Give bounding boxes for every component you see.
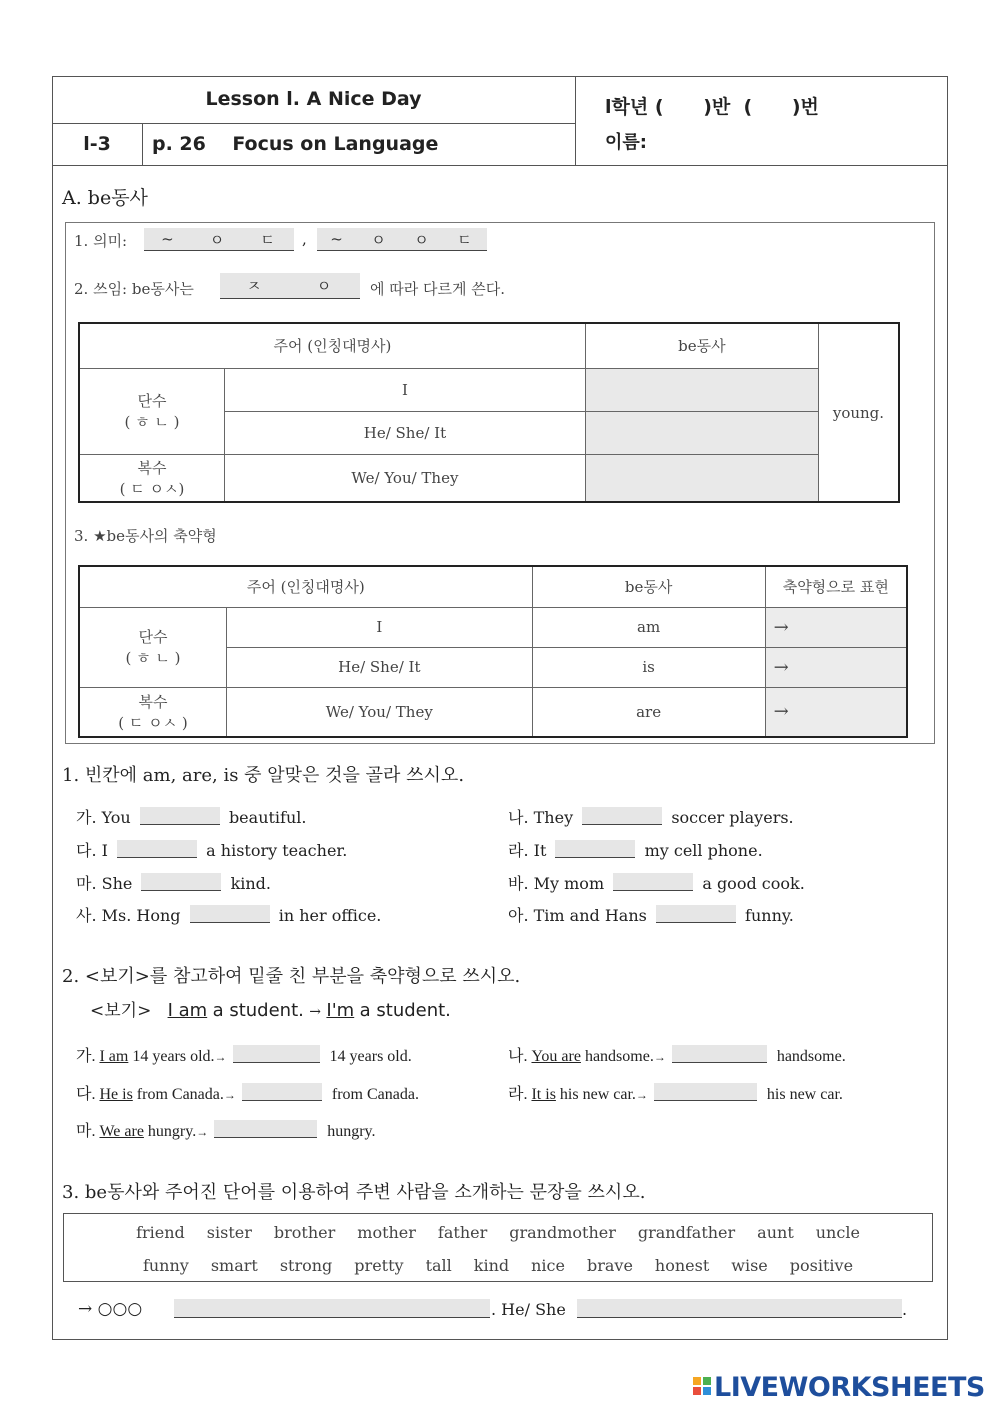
q3-answer-end: . — [902, 1300, 908, 1319]
q3-answer-mid: . He/ She — [491, 1300, 566, 1319]
q1-item-sa — [76, 903, 381, 926]
name-label: 이름: — [605, 132, 647, 153]
singular-hint: ( ㅎ ㄴ ) — [124, 413, 180, 431]
header-divider — [52, 123, 575, 124]
col-subject-header: 주어 (인칭대명사) — [79, 323, 585, 368]
subject-we: We/ You/ They — [225, 454, 586, 502]
col-be-header: be동사 — [532, 566, 765, 607]
usage-input[interactable] — [220, 273, 360, 299]
q1-pre: 가. You — [76, 808, 131, 827]
col-contraction-header: 축약형으로 표현 — [765, 566, 907, 607]
word-chip: kind — [473, 1256, 510, 1275]
word-chip: tall — [425, 1256, 452, 1275]
q2-post: from Canada. — [331, 1086, 419, 1103]
word-chip: honest — [654, 1256, 710, 1275]
word-chip: wise — [731, 1256, 768, 1275]
contraction-table — [78, 565, 908, 738]
q2-underlined: It is — [531, 1086, 556, 1103]
word-chip: nice — [531, 1256, 565, 1275]
q1-item-na — [508, 805, 794, 828]
q2-num: 가. — [76, 1048, 96, 1065]
q3-answer-2[interactable] — [577, 1299, 902, 1318]
word-chip: funny — [142, 1256, 189, 1275]
singular-cell — [79, 368, 225, 454]
q3-answer-prefix: → ○○○ — [78, 1299, 143, 1319]
q1-pre: 마. She — [76, 874, 133, 893]
item1-label: 1. 의미: — [74, 232, 128, 250]
q1-pre: 아. Tim and Hans — [508, 906, 647, 925]
word-chip: grandfather — [637, 1223, 736, 1242]
word-chip: mother — [357, 1223, 416, 1242]
hint-char: ㄷ — [457, 230, 474, 249]
plural-cell — [79, 454, 225, 502]
header-bottom-line — [52, 165, 948, 166]
word-chip: uncle — [815, 1223, 860, 1242]
q1-blank-ra[interactable] — [555, 840, 635, 858]
header-vertical-divider — [575, 76, 576, 166]
plural-hint: ( ㄷ ㅇㅅ ) — [118, 713, 188, 732]
word-row-adjectives — [64, 1256, 932, 1275]
q1-post: beautiful. — [228, 808, 307, 827]
q1-pre: 사. Ms. Hong — [76, 906, 181, 925]
subject-i: I — [227, 607, 533, 647]
lesson-title: Lesson l. A Nice Day — [205, 88, 422, 110]
q2-num: 나. — [508, 1048, 528, 1065]
q1-item-a — [508, 903, 794, 926]
q1-pre: 바. My mom — [508, 874, 605, 893]
word-row-people — [64, 1223, 932, 1242]
plural-cell — [79, 687, 227, 737]
hint-char: ㅇ — [414, 230, 431, 249]
q1-blank-da[interactable] — [117, 840, 197, 858]
q1-blank-ga[interactable] — [140, 807, 220, 825]
name-input[interactable] — [650, 128, 930, 154]
arrow-icon: → — [309, 1004, 322, 1020]
q3-title: 3. be동사와 주어진 단어를 이용하여 주변 사람을 소개하는 문장을 쓰시오. — [62, 1182, 646, 1203]
section-a-title: A. be동사 — [62, 187, 148, 209]
q1-blank-ba[interactable] — [613, 873, 693, 891]
contraction-answer-we[interactable]: → — [765, 687, 907, 737]
q2-blank-na[interactable] — [672, 1045, 767, 1063]
arrow-icon: → — [653, 1050, 666, 1064]
item2-tail: 에 따라 다르게 쓴다. — [370, 280, 505, 298]
q2-rest: 14 years old. — [132, 1048, 215, 1065]
example-text: a student. — [359, 1000, 451, 1021]
q2-num: 다. — [76, 1086, 96, 1103]
q1-title: 1. 빈칸에 am, are, is 중 알맞은 것을 골라 쓰시오. — [62, 765, 465, 786]
word-chip: brother — [273, 1223, 336, 1242]
q1-post: in her office. — [278, 906, 382, 925]
be-answer-i[interactable] — [585, 368, 818, 411]
arrow-icon: → — [635, 1088, 648, 1102]
q2-blank-da[interactable] — [242, 1083, 322, 1101]
arrow-icon: → — [196, 1125, 209, 1139]
contraction-answer-he[interactable]: → — [765, 647, 907, 687]
word-chip: sister — [206, 1223, 252, 1242]
brand-logo-text[interactable]: LIVEWORKSHEETS — [714, 1372, 985, 1403]
q1-item-da — [76, 838, 347, 861]
q2-rest: hungry. — [147, 1123, 197, 1140]
item1-comma: , — [302, 230, 307, 248]
example-text: a student. — [212, 1000, 304, 1021]
q2-num: 라. — [508, 1086, 528, 1103]
q2-item-ma — [76, 1118, 376, 1141]
singular-cell — [79, 607, 227, 687]
q2-post: hungry. — [327, 1123, 376, 1140]
q1-pre: 다. I — [76, 841, 108, 860]
singular-label: 단수 — [137, 392, 167, 410]
col-be-header: be동사 — [585, 323, 818, 368]
q2-rest: from Canada. — [136, 1086, 224, 1103]
q1-post: a good cook. — [702, 874, 805, 893]
q2-item-ra — [508, 1081, 843, 1104]
q1-post: kind. — [230, 874, 272, 893]
q2-item-da — [76, 1081, 419, 1104]
q2-blank-ma[interactable] — [214, 1120, 317, 1138]
q1-post: soccer players. — [671, 808, 794, 827]
hint-char: ㄷ — [260, 230, 277, 249]
unit-code-divider — [142, 123, 143, 166]
hint-char: ㅇ — [209, 230, 227, 249]
col-subject-header: 주어 (인칭대명사) — [79, 566, 532, 607]
plural-label: 복수 — [137, 458, 167, 477]
word-chip: smart — [210, 1256, 258, 1275]
unit-code: l-3 — [83, 133, 111, 155]
q2-rest: his new car. — [559, 1086, 636, 1103]
arrow-icon: → — [214, 1050, 227, 1064]
liveworksheets-logo-icon — [693, 1377, 711, 1395]
arrow-icon: → — [223, 1088, 236, 1102]
example-answer: I'm — [326, 1000, 355, 1021]
q1-post: a history teacher. — [206, 841, 348, 860]
q1-item-ma — [76, 871, 271, 894]
q1-pre: 나. They — [508, 808, 574, 827]
hint-char: ㅇ — [371, 230, 388, 249]
q1-pre: 라. It — [508, 841, 547, 860]
q2-blank-ra[interactable] — [654, 1083, 757, 1101]
q2-post: handsome. — [776, 1048, 846, 1065]
subject-we: We/ You/ They — [227, 687, 533, 737]
word-chip: brave — [586, 1256, 633, 1275]
q2-blank-ga[interactable] — [233, 1045, 320, 1063]
hint-char: ㅈ — [246, 277, 264, 295]
q2-underlined: He is — [99, 1086, 133, 1103]
q2-post: 14 years old. — [329, 1048, 412, 1065]
word-chip: grandmother — [509, 1223, 616, 1242]
be-is: is — [532, 647, 765, 687]
hint-char: ~ — [330, 230, 345, 248]
singular-hint: ( ㅎ ㄴ ) — [125, 649, 181, 667]
meaning-input-1[interactable] — [144, 228, 294, 251]
subject-he: He/ She/ It — [225, 411, 586, 454]
complement-cell: young. — [818, 323, 899, 502]
q2-item-na — [508, 1043, 846, 1066]
q2-underlined: You are — [531, 1048, 581, 1065]
q2-title: 2. <보기>를 참고하여 밑줄 친 부분을 축약형으로 쓰시오. — [62, 966, 521, 987]
q1-blank-ma[interactable] — [141, 873, 221, 891]
item3-label: 3. ★be동사의 축약형 — [74, 527, 217, 545]
class-info: l학년 ( )반 ( )번 — [605, 96, 819, 118]
subject-i: I — [225, 368, 586, 411]
meaning-input-2[interactable] — [317, 228, 487, 251]
q1-item-ga — [76, 805, 306, 828]
q1-item-ba — [508, 871, 805, 894]
q1-blank-sa[interactable] — [190, 905, 270, 923]
q2-num: 마. — [76, 1123, 96, 1140]
word-chip: friend — [136, 1223, 185, 1242]
q2-item-ga — [76, 1043, 412, 1066]
singular-label: 단수 — [138, 628, 168, 646]
q3-answer-1[interactable] — [174, 1299, 490, 1318]
q2-rest: handsome. — [584, 1048, 654, 1065]
item2-label: 2. 쓰임: be동사는 — [74, 280, 194, 298]
q2-underlined: We are — [99, 1123, 144, 1140]
hint-char: ~ — [161, 230, 176, 248]
be-are: are — [532, 687, 765, 737]
word-box — [63, 1213, 933, 1282]
q2-post: his new car. — [766, 1086, 843, 1103]
plural-hint: ( ㄷ ㅇㅅ) — [119, 479, 185, 498]
q1-post: funny. — [745, 906, 794, 925]
q1-blank-na[interactable] — [582, 807, 662, 825]
be-answer-we[interactable] — [585, 454, 818, 502]
q2-example — [90, 996, 451, 1021]
word-chip: positive — [789, 1256, 854, 1275]
word-chip: father — [437, 1223, 488, 1242]
subject-he: He/ She/ It — [227, 647, 533, 687]
q1-item-ra — [508, 838, 763, 861]
example-underlined: I am — [167, 1000, 208, 1021]
q2-underlined: I am — [99, 1048, 129, 1065]
unit-title: p. 26 Focus on Language — [152, 133, 439, 155]
contraction-answer-i[interactable]: → — [765, 607, 907, 647]
be-verb-table — [78, 322, 900, 503]
word-chip: strong — [279, 1256, 333, 1275]
plural-label: 복수 — [138, 692, 168, 711]
q1-blank-a[interactable] — [656, 905, 736, 923]
word-chip: aunt — [757, 1223, 794, 1242]
q1-post: my cell phone. — [644, 841, 763, 860]
example-label: <보기> — [90, 1001, 152, 1021]
hint-char: ㅇ — [316, 277, 334, 295]
word-chip: pretty — [354, 1256, 404, 1275]
be-answer-he[interactable] — [585, 411, 818, 454]
be-am: am — [532, 607, 765, 647]
